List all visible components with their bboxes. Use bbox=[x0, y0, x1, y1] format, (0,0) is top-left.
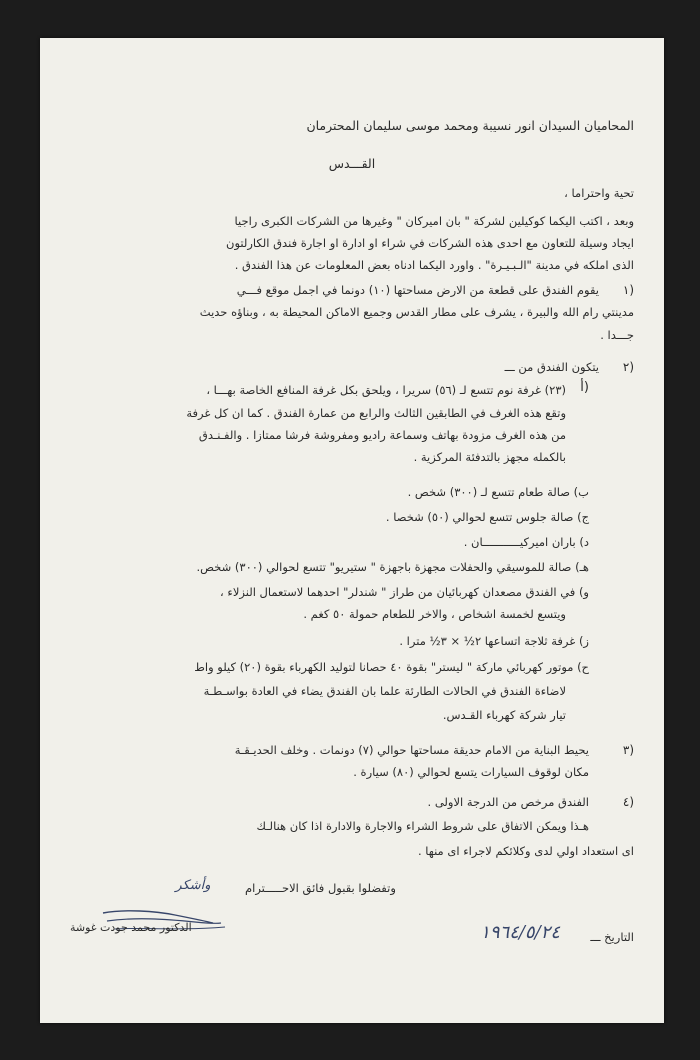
paragraph-4-line-3: اى استعداد اولي لدى وكلائكم لاجراء اى منها . bbox=[417, 844, 634, 858]
item-g: ز) غرفة ثلاجة اتساعها ٢½ × ٣½ مترا . bbox=[399, 634, 589, 648]
city-line: القـــدس bbox=[328, 156, 376, 171]
letter-sheet bbox=[40, 38, 664, 1023]
item-c: ج) صالة جلوس تتسع لحوالي (٥٠) شخصا . bbox=[385, 510, 589, 524]
date-label: التاريخ ـــ bbox=[590, 930, 634, 944]
paragraph-4-line-2: هـذا ويمكن الاتفاق على شروط الشراء والاجارة والادارة اذا كان هنالـك bbox=[256, 819, 589, 833]
item-f-line-2: ويتسع لخمسة اشخاص ، والاخر للطعام حمولة ٥٠ كغم . bbox=[303, 607, 566, 621]
item-a-letter: أ) bbox=[580, 380, 589, 395]
closing-line: وتفضلوا بقبول فائق الاحـــــترام bbox=[245, 881, 396, 895]
signatory-name: الدكتور محمد جودت غوشة bbox=[70, 921, 192, 934]
paragraph-2-number: ٢) bbox=[622, 360, 634, 374]
handwritten-date: ١٩٦٤/٥/٢٤ bbox=[480, 922, 560, 943]
paragraph-3-line-2: مكان لوقوف السيارات يتسع لحوالي (٨٠) سيارة . bbox=[353, 765, 589, 779]
item-a-line-3: من هذه الغرف مزودة بهاتف وسماعة راديو ومفروشة فرشا ممتازا . والفـنـدق bbox=[198, 428, 566, 442]
greeting-line: تحية واحتراما ، bbox=[564, 186, 634, 200]
intro-line-2: ايجاد وسيلة للتعاون مع احدى هذه الشركات في شراء او ادارة او اجارة فندق الكارلتون bbox=[226, 236, 634, 250]
item-a-line-2: وتقع هذه الغرف في الطابقين الثالث والرابع من عمارة الفندق . كما ان كل غرفة bbox=[186, 406, 566, 420]
item-a-line-1: (٢٣) غرفة نوم تتسع لـ (٥٦) سريرا ، ويلحق بكل غرفة المنافع الخاصة بهـــا ، bbox=[206, 383, 566, 397]
item-e: هـ) صالة للموسيقي والحفلات مجهزة باجهزة " ستيريو" تتسع لحوالي (٣٠٠) شخص. bbox=[196, 560, 589, 574]
item-f-line-1: و) في الفندق مصعدان كهربائيان من طراز " شندلر" احدهما لاستعمال النزلاء ، bbox=[220, 585, 589, 599]
item-h-line-3: تيار شركة كهرباء القـدس. bbox=[442, 708, 566, 722]
paragraph-4-number: ٤) bbox=[622, 795, 634, 809]
signature-text: وأشكر bbox=[175, 878, 211, 893]
item-a-line-4: بالكمله مجهز بالتدفئة المركزية . bbox=[413, 450, 566, 464]
paragraph-1-line-1: يقوم الفندق على قطعة من الارض مساحتها (١٠) دونما في اجمل موقع فـــي bbox=[236, 283, 599, 297]
item-d: د) باران اميركيـــــــــــان . bbox=[463, 535, 589, 549]
paragraph-1-number: ١) bbox=[622, 283, 634, 297]
handwritten-signature bbox=[95, 873, 235, 953]
paragraph-3-line-1: يحيط البناية من الامام حديقة مساحتها حوالي (٧) دونمات . وخلف الحديـقـة bbox=[234, 743, 589, 757]
item-h-line-2: لاضاءة الفندق في الحالات الطارئة علما بان الفندق يضاء في العادة بواسـطـة bbox=[203, 684, 566, 698]
intro-line-3: الذى املكه في مدينة "الـبـيـرة" . واورد اليكما ادناه بعض المعلومات عن هذا الفندق . bbox=[234, 258, 634, 272]
paragraph-1-line-3: جـــدا . bbox=[600, 328, 634, 342]
paragraph-2-heading: يتكون الفندق من ـــ bbox=[504, 360, 599, 374]
intro-line-1: وبعد ، اكتب اليكما كوكيلين لشركة " بان اميركان " وغيرها من الشركات الكبرى راجيا bbox=[234, 214, 634, 228]
item-b: ب) صالة طعام تتسع لـ (٣٠٠) شخص . bbox=[407, 485, 589, 499]
item-h-line-1: ح) موتور كهربائي ماركة " ليستر" بقوة ٤٠ حصانا لتوليد الكهرباء بقوة (٢٠) كيلو واط bbox=[194, 660, 589, 674]
addressee-line: المحاميان السيدان انور نسيبة ومحمد موسى سليمان المحترمان bbox=[306, 118, 634, 133]
paragraph-3-number: ٣) bbox=[622, 743, 634, 757]
paragraph-4-line-1: الفندق مرخص من الدرجة الاولى . bbox=[427, 795, 589, 809]
paragraph-1-line-2: مدينتي رام الله والبيرة ، يشرف على مطار القدس وجميع الاماكن المحيطة به ، وبناؤه حديث bbox=[199, 305, 634, 319]
